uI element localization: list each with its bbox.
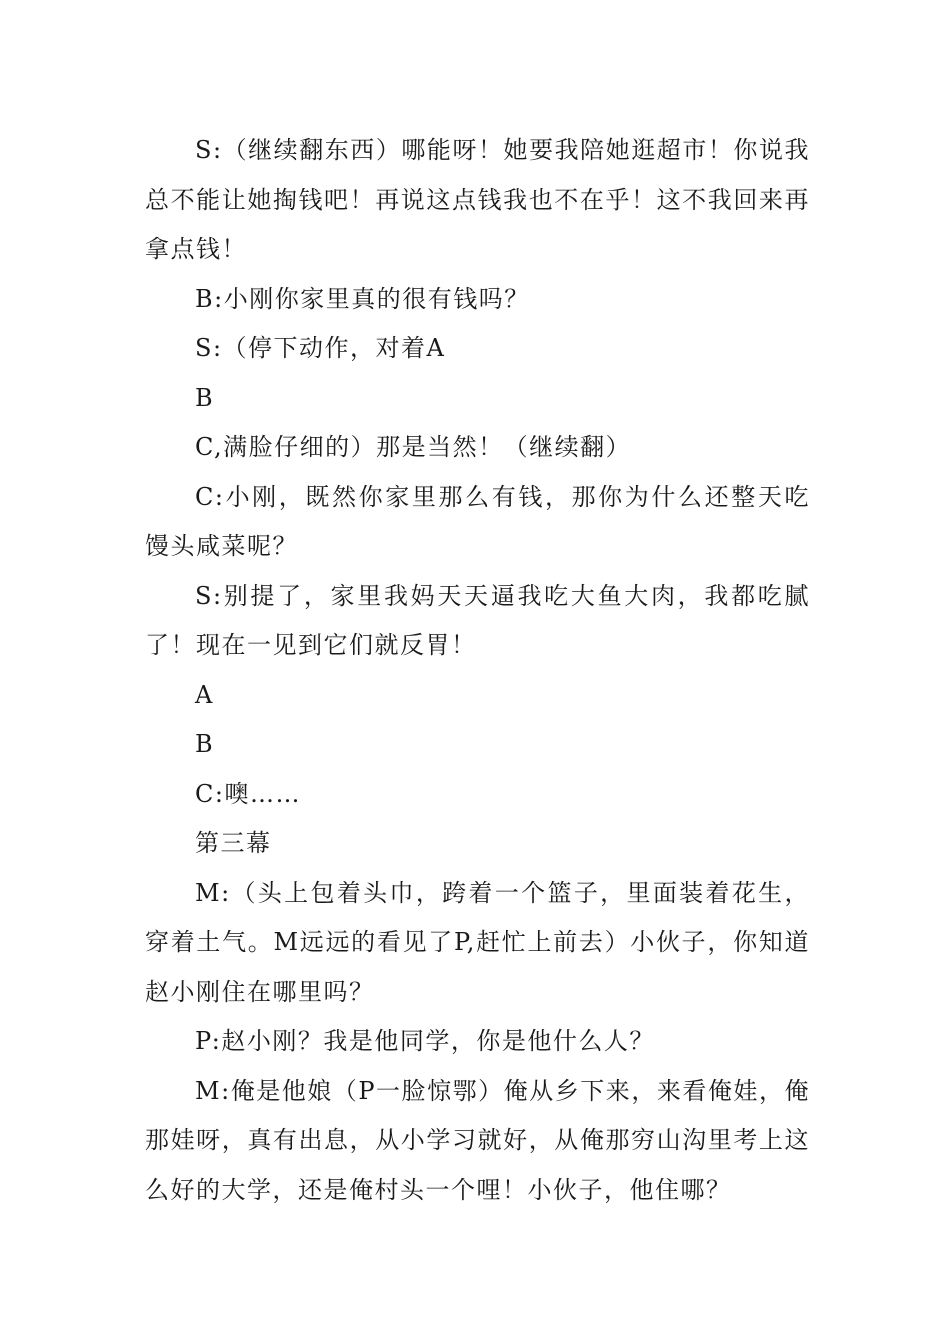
- paragraph-8: A: [195, 680, 214, 709]
- paragraph-1: S:（继续翻东西）哪能呀！她要我陪她逛超市！你说我总不能让她掏钱吧！再说这点钱我也不在乎！这不我回来再拿点钱！: [145, 136, 810, 263]
- paragraph-7: S:别提了，家里我妈天天逼我吃大鱼大肉，我都吃腻了！现在一见到它们就反胃！: [145, 581, 810, 659]
- paragraph-2: B:小刚你家里真的很有钱吗？: [195, 284, 530, 313]
- paragraph-4: B: [195, 383, 215, 412]
- paragraph-10: C:噢……: [195, 779, 301, 808]
- paragraph-9: B: [195, 730, 215, 758]
- paragraph-13: P:赵小刚？我是他同学，你是他什么人？: [195, 1027, 655, 1055]
- paragraph-3: S:（停下动作，对着A: [195, 334, 446, 362]
- paragraph-6: C:小刚，既然你家里那么有钱，那你为什么还整天吃馒头咸菜呢？: [145, 482, 810, 560]
- document-body: [145, 126, 810, 1215]
- paragraph-12: M:（头上包着头巾，跨着一个篮子，里面装着花生，穿着土气。M远远的看见了P,赶忙上前去）小伙子，你知道赵小刚住在哪里吗？: [145, 878, 810, 1006]
- paragraph-5: C,满脸仔细的）那是当然！（继续翻）: [195, 433, 632, 461]
- section-heading: 第三幕: [195, 829, 272, 857]
- paragraph-14: M:俺是他娘（P一脸惊鄂）俺从乡下来，来看俺娃，俺那娃呀，真有出息，从小学习就好，从俺那穷山沟里考上这么好的大学，还是俺村头一个哩！小伙子，他住哪？: [145, 1076, 810, 1204]
